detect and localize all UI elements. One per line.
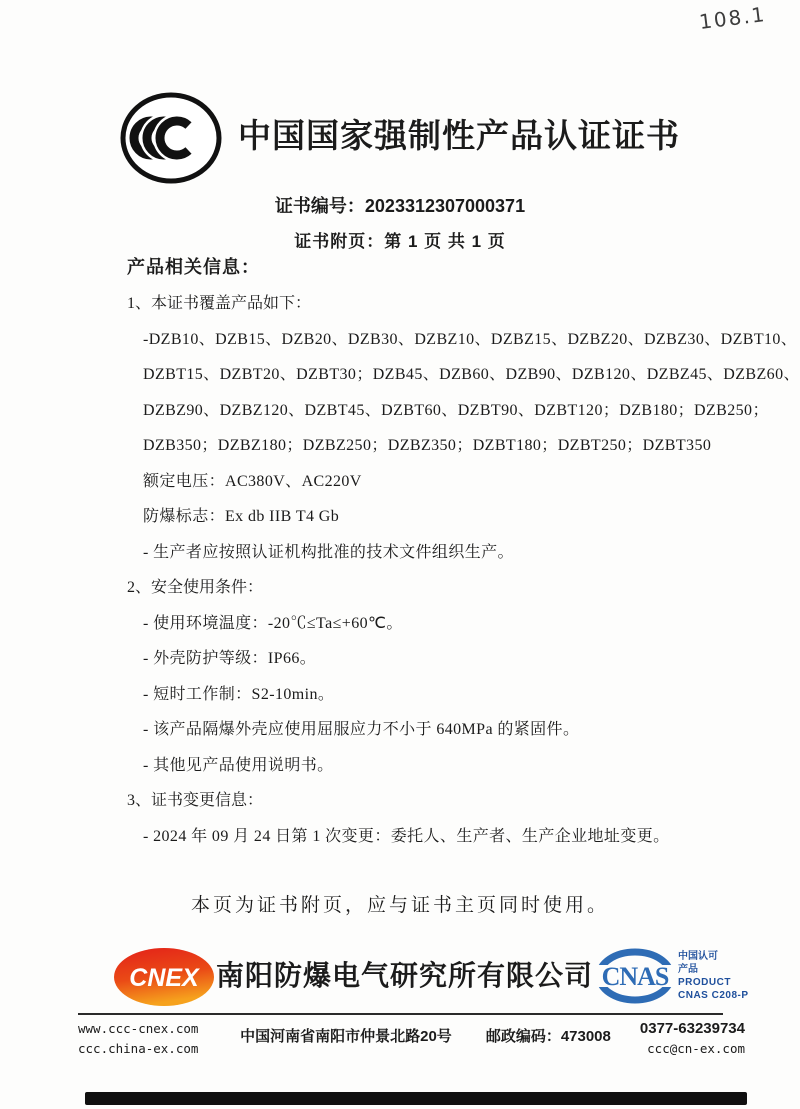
body-line: 防爆标志：Ex db IIB T4 Gb (143, 508, 340, 525)
handwritten-page-number: 108.1 (697, 1, 768, 35)
body-line: 1、本证书覆盖产品如下： (127, 295, 312, 312)
cnas-caption-line: CNAS C208-P (678, 990, 749, 1001)
body-line: 2、安全使用条件： (127, 579, 264, 596)
section-heading: 产品相关信息： (127, 257, 260, 277)
contact-address-block (238, 1019, 613, 1046)
body-line: DZBT15、DZBT20、DZBT30；DZB45、DZB60、DZB90、DZB120、DZBZ45、DZBZ60、 (143, 366, 800, 383)
phone-number: 0377-63239734 (639, 1020, 745, 1037)
website-url: www.ccc-cnex.com (78, 1021, 199, 1036)
certificate-title: 中国国家强制性产品认证证书 (238, 119, 680, 155)
ccc-logo-icon (118, 88, 224, 188)
contact-info-row (78, 1019, 745, 1059)
cnas-logo-icon (596, 948, 674, 1004)
body-line: - 使用环境温度：-20℃≤Ta≤+60℃。 (143, 614, 403, 632)
cnex-logo-text: CNEX (129, 964, 199, 992)
body-line: - 短时工作制：S2-10min。 (143, 685, 335, 703)
cnas-caption (678, 950, 766, 1002)
issuer-address: 中国河南省南阳市仲景北路20号 (240, 1028, 452, 1045)
contact-phone-email (613, 1019, 745, 1059)
certificate-number: 证书编号：2023312307000371 (274, 196, 526, 216)
issuer-row (0, 938, 800, 1010)
body-line: DZBZ90、DZBZ120、DZBT45、DZBT60、DZBT90、DZBT120；DZB180；DZB250； (143, 401, 769, 419)
cnas-caption-line: 产品 (678, 964, 698, 975)
body-line: - 外壳防护等级：IP66。 (143, 650, 317, 667)
cnex-logo-icon (112, 946, 216, 1008)
body-line: - 该产品隔爆外壳应使用屈服应力不小于 640MPa 的紧固件。 (143, 721, 580, 738)
body-line: - 其他见产品使用说明书。 (143, 756, 334, 774)
cnas-mark (596, 944, 766, 1008)
scan-edge-bar (85, 1092, 747, 1105)
cnas-caption-line: 中国认可 (678, 951, 718, 962)
body-line: - 生产者应按照认证机构批准的技术文件组织生产。 (143, 543, 514, 561)
footer-divider (78, 1013, 723, 1015)
body-line: 3、证书变更信息： (127, 792, 264, 809)
cnas-caption-line: PRODUCT (678, 977, 731, 988)
contact-websites (78, 1019, 238, 1059)
body-line: -DZB10、DZB15、DZB20、DZB30、DZBZ10、DZBZ15、DZBZ20、DZBZ30、DZBT10、 (143, 330, 798, 348)
body-line: - 2024 年 09 月 24 日第 1 次变更：委托人、生产者、生产企业地址变更。 (143, 827, 670, 845)
product-info-section (0, 250, 800, 854)
annex-page-info: 证书附页：第 1 页 共 1 页 (294, 232, 506, 251)
body-line: 额定电压：AC380V、AC220V (143, 472, 362, 490)
cnas-logo-text: CNAS (601, 962, 669, 991)
body-line: DZB350；DZBZ180；DZBZ250；DZBZ350；DZBT180；DZBT250；DZBT350 (143, 437, 712, 454)
website-url: ccc.china-ex.com (78, 1041, 199, 1056)
annex-usage-notice: 本页为证书附页，应与证书主页同时使用。 (190, 895, 609, 916)
postal-code: 邮政编码：473008 (485, 1028, 611, 1045)
issuer-company-name: 南阳防爆电气研究所有限公司 (216, 960, 594, 991)
email-address: ccc@cn-ex.com (647, 1041, 745, 1056)
